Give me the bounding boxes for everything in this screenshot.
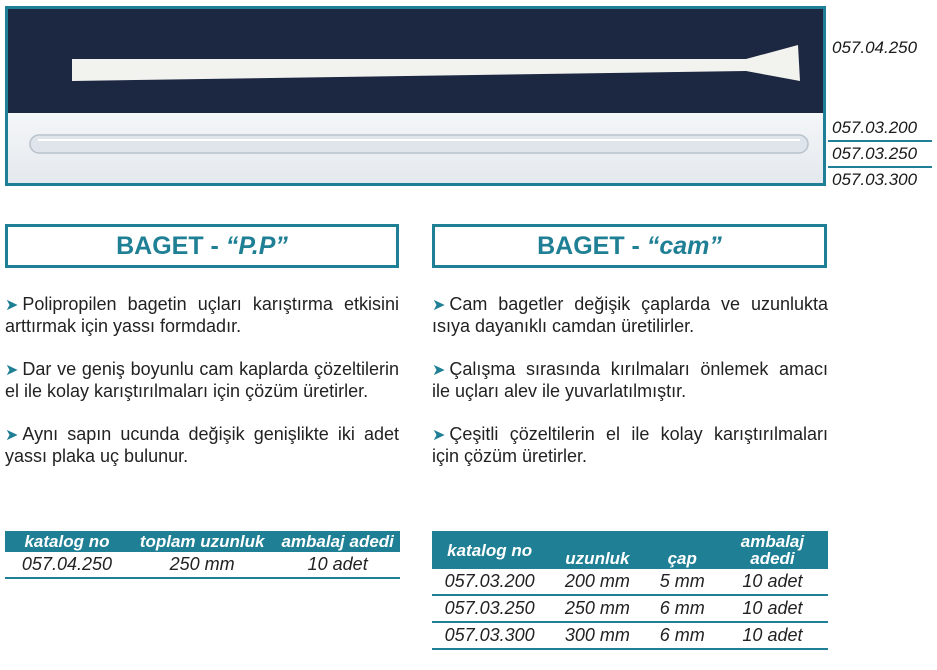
left-panel-title <box>5 224 399 268</box>
col-header: katalog no <box>5 531 129 552</box>
right-table <box>432 531 828 650</box>
glass-rod-background <box>8 113 823 183</box>
title-sub: “cam” <box>646 232 722 260</box>
table-row <box>5 552 400 578</box>
product-photo <box>5 6 826 186</box>
table-cell: 057.03.300 <box>432 622 547 649</box>
list-item: ➤ Dar ve geniş boyunlu cam kaplarda çözeltilerin el ile kolay karıştırılmaları için çözüm üretirler. <box>5 359 399 401</box>
table-cell: 10 adet <box>717 622 828 649</box>
col-header: toplam uzunluk <box>129 531 275 552</box>
list-item: ➤ Cam bagetler değişik çaplarda ve uzunlukta ısıya dayanıklı camdan üretilirler. <box>432 294 828 336</box>
list-item: ➤ Çalışma sırasında kırılmaları önlemek amacı ile uçları alev ile yuvarlatılmıştır. <box>432 359 828 401</box>
arrow-bullet-icon: ➤ <box>5 362 19 379</box>
title-main: BAGET <box>116 232 204 260</box>
table-cell: 200 mm <box>547 569 647 595</box>
col-header: ambalaj adedi <box>275 531 400 552</box>
arrow-bullet-icon: ➤ <box>432 427 446 444</box>
arrow-bullet-icon: ➤ <box>432 362 446 379</box>
catalog-code-glass-1: 057.03.200 <box>832 118 918 137</box>
table-cell: 057.03.250 <box>432 595 547 622</box>
title-main: BAGET <box>537 232 625 260</box>
table-header-row <box>5 531 400 552</box>
table-cell: 057.03.200 <box>432 569 547 595</box>
col-header: ambalaj adedi <box>717 531 828 569</box>
col-header: çap <box>648 531 717 569</box>
table-cell: 10 adet <box>717 569 828 595</box>
left-bullets <box>5 294 399 489</box>
catalog-code-glass-3: 057.03.300 <box>832 170 918 189</box>
title-separator: - <box>203 232 226 260</box>
table-cell: 10 adet <box>717 595 828 622</box>
table-row <box>432 595 828 622</box>
right-panel-title <box>432 224 827 268</box>
list-item: ➤ Çeşitli çözeltilerin el ile kolay karıştırılmaları için çözüm üretirler. <box>432 424 828 466</box>
list-item: ➤ Aynı sapın ucunda değişik genişlikte iki adet yassı plaka uç bulunur. <box>5 424 399 466</box>
arrow-bullet-icon: ➤ <box>5 427 19 444</box>
divider <box>828 140 932 142</box>
col-header: uzunluk <box>547 531 647 569</box>
table-cell: 057.04.250 <box>5 552 129 578</box>
glass-rod-image <box>8 113 823 183</box>
table-cell: 6 mm <box>648 595 717 622</box>
title-sub: “P.P” <box>225 232 288 260</box>
table-cell: 300 mm <box>547 622 647 649</box>
table-row <box>432 622 828 649</box>
table-cell: 250 mm <box>129 552 275 578</box>
divider <box>828 166 932 168</box>
catalog-code-glass-2: 057.03.250 <box>832 144 918 163</box>
table-row <box>432 569 828 595</box>
arrow-bullet-icon: ➤ <box>432 297 446 314</box>
catalog-code-pp: 057.04.250 <box>832 38 918 57</box>
arrow-bullet-icon: ➤ <box>5 297 19 314</box>
title-separator: - <box>624 232 647 260</box>
col-header: katalog no <box>432 531 547 569</box>
list-item: ➤ Polipropilen bagetin uçları karıştırma etkisini arttırmak için yassı formdadır. <box>5 294 399 336</box>
right-bullets <box>432 294 828 489</box>
table-cell: 10 adet <box>275 552 400 578</box>
table-cell: 250 mm <box>547 595 647 622</box>
left-table <box>5 531 400 579</box>
table-cell: 6 mm <box>648 622 717 649</box>
table-cell: 5 mm <box>648 569 717 595</box>
table-header-row <box>432 531 828 569</box>
